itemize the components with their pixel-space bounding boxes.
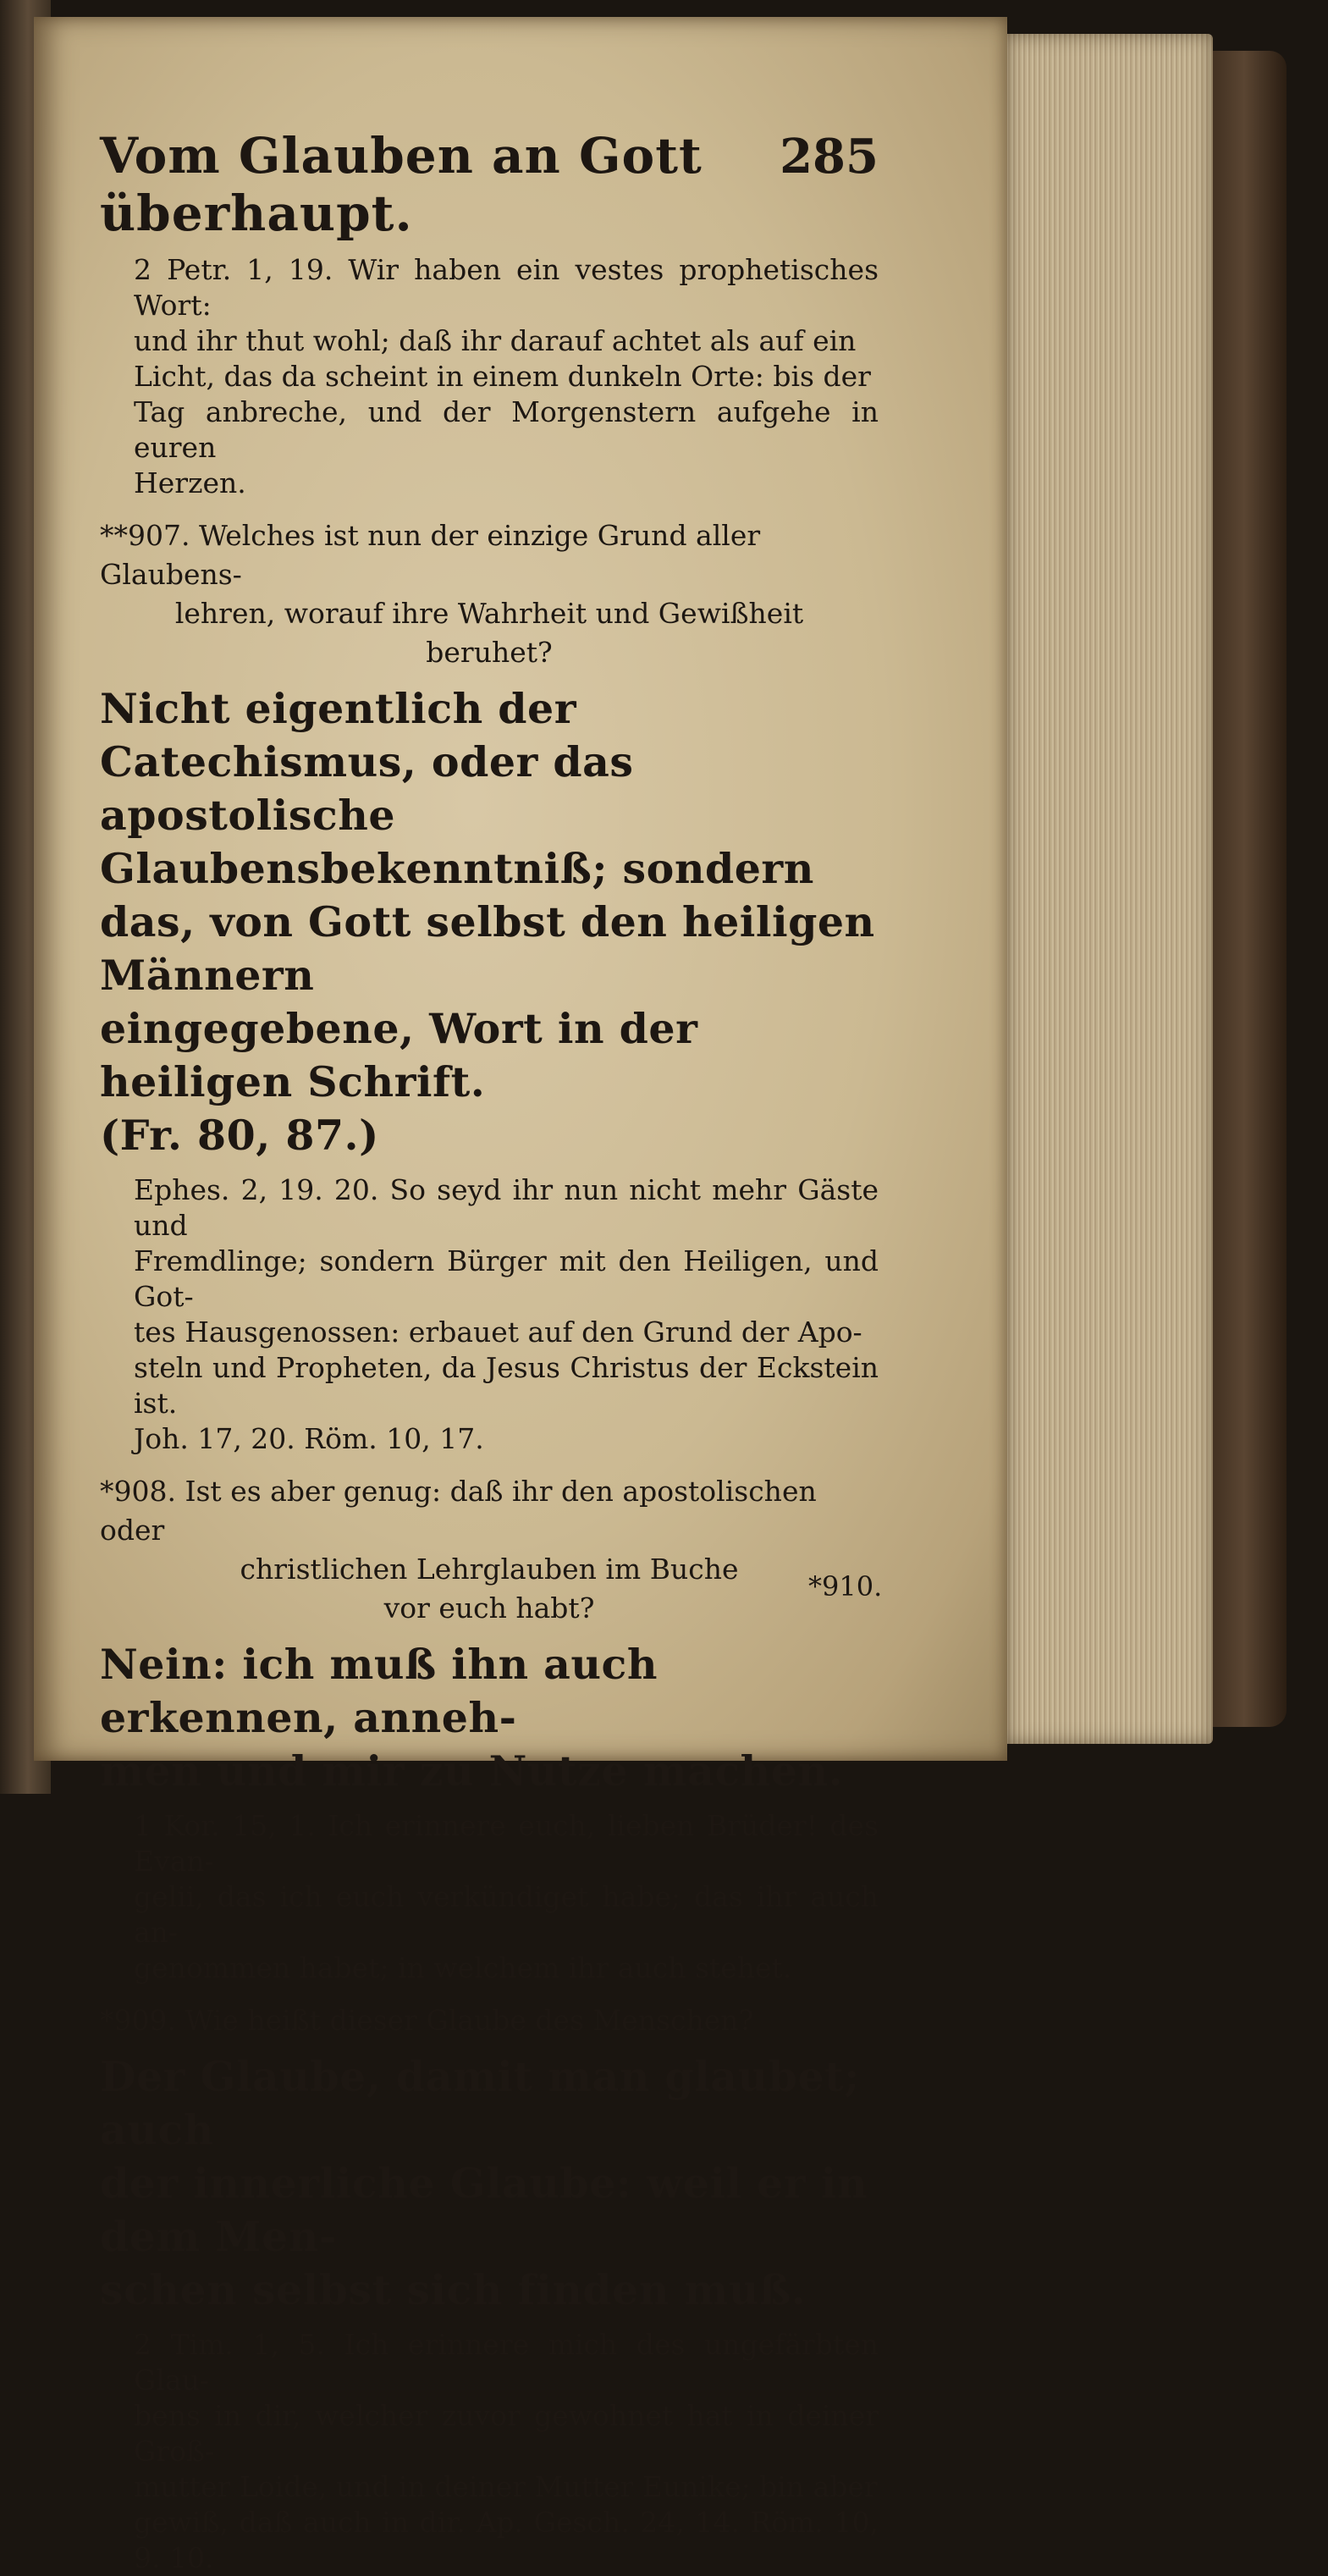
answer-line: Nicht eigentlich der Catechismus, oder das (100, 684, 634, 786)
citation-block (100, 252, 879, 501)
citation-line: Tag anbreche, und der Morgenstern aufgehe in euren (134, 395, 879, 464)
citation-block (100, 1808, 879, 1986)
citation-line: genommen habet; in welchem ihr auch stehet. (134, 1951, 792, 1984)
citation-line: bens in dir, welcher zuvor gewohnet hat in deiner Groß- (134, 2399, 879, 2468)
citation-line: 1 Kor. 15, 1. Ich erinnere euch, lieben Brüder! des Evan- (134, 1809, 879, 1878)
citation-line: tes Hausgenossen: erbauet auf den Grund der Apo- (134, 1316, 862, 1349)
page-header (100, 127, 879, 242)
answer-block (100, 2050, 879, 2317)
answer-line: (Fr. 80, 87.) (100, 1111, 379, 1160)
citation-line: gelii, das ich euch verkündiget habe; das ihr auch an- (134, 1880, 879, 1949)
answer-line: apostolische Glaubensbekenntniß; sondern (100, 791, 814, 893)
question-line: **907. Welches ist nun der einzige Grund aller Glaubens- (100, 519, 761, 591)
question-line: *908. Ist es aber genug: daß ihr den apostolischen oder (100, 1475, 817, 1547)
running-head: Vom Glauben an Gott überhaupt. (100, 127, 703, 242)
answer-line: men und mir zu Nutze machen. (100, 1746, 844, 1795)
citation-line: steln und Propheten, da Jesus Christus der Eckstein ist. (134, 1351, 879, 1420)
question-block (100, 2001, 879, 2040)
question-line: *909. Wie heißt dieser Glaube des Menschen? (100, 2004, 754, 2037)
answer-block (100, 1638, 879, 1798)
citation-line: mutter Loide, und in deiner Mutter Eunike; bin aber (134, 2470, 878, 2503)
answer-line: eingegebene, Wort in der heiligen Schrift. (100, 1004, 698, 1106)
answer-line: schen selbst sich finden muß. (100, 2265, 807, 2314)
citation-line: 2 Tim. 1, 5. Ich erinnere mich des ungefärbten Glau- (134, 2328, 879, 2397)
question-line: christlichen Lehrglauben im Buche (240, 1553, 739, 1586)
book-cover (1202, 51, 1287, 1727)
citation-line: Licht, das da scheint in einem dunkeln Orte: bis der (134, 360, 871, 393)
answer-line: Der Glaube, damit man glaubet; auch (100, 2052, 860, 2154)
text-blocks (100, 252, 879, 2576)
citation-line: Fremdlinge; sondern Bürger mit den Heiligen, und Got- (134, 1244, 879, 1313)
citation-block (100, 2327, 879, 2576)
question-block (100, 1472, 879, 1628)
question-block (100, 516, 879, 672)
question-line: lehren, worauf ihre Wahrheit und Gewißheit (174, 597, 804, 630)
citation-line: 2 Petr. 1, 19. Wir haben ein vestes prophetisches Wort: (134, 253, 879, 322)
citation-line: Herzen. (134, 466, 246, 499)
citation-line: und ihr thut wohl; daß ihr darauf achtet als auf ein (134, 324, 857, 357)
answer-line: das, von Gott selbst den heiligen Männern (100, 897, 875, 1000)
citation-line: Joh. 17, 20. Röm. 10, 17. (134, 1422, 484, 1455)
answer-line: der innerliche Glaube: weil er in dem Men- (100, 2159, 868, 2261)
answer-block (100, 682, 879, 1162)
citation-block (100, 1172, 879, 1457)
answer-line: Nein: ich muß ihn auch erkennen, anneh- (100, 1640, 658, 1742)
question-line: vor euch habt? (383, 1591, 595, 1624)
page-content (100, 127, 879, 2576)
page-block-edges (1006, 34, 1213, 1744)
catchword: *910. (808, 1570, 883, 1602)
citation-line: Ephes. 2, 19. 20. So seyd ihr nun nicht mehr Gäste und (134, 1173, 879, 1242)
citation-line: gewiß, daß auch in dir. Ap. Gesch. 24, 14. Röm. 10, 9. 10. (134, 2506, 879, 2574)
page-number: 285 (780, 129, 879, 185)
question-line: beruhet? (426, 636, 553, 669)
